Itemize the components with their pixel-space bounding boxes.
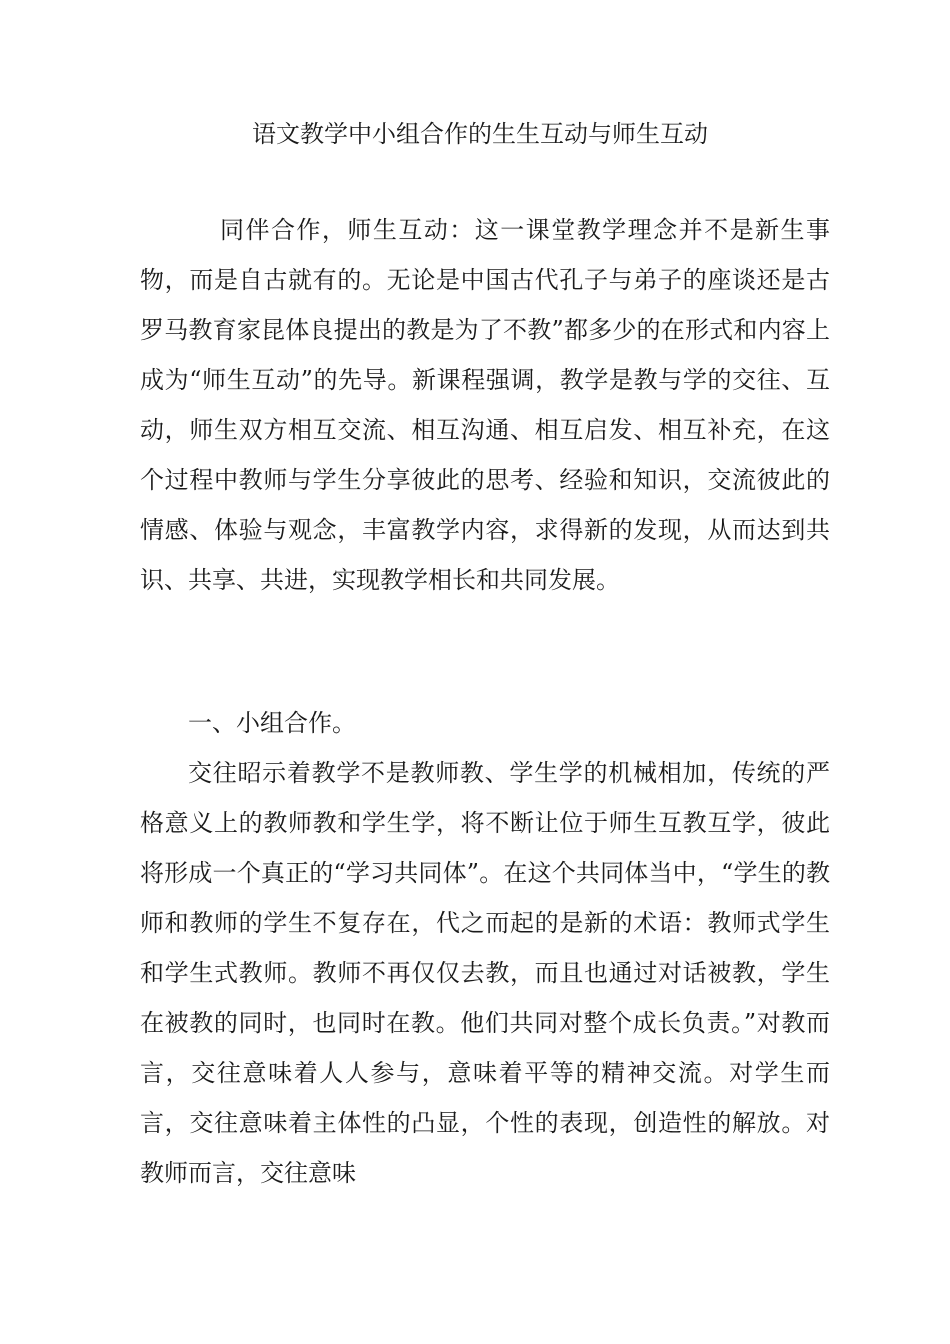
section-heading: 一、小组合作。 — [188, 709, 356, 737]
paragraph-intro: 同伴合作，师生互动：这一课堂教学理念并不是新生事物，而是自古就有的。无论是中国古代孔子与弟子的座谈还是古罗马教育家昆体良提出的教是为了不教”都多少的在形式和内容上成为“师生互动”的先导。新课程强调，教学是教与学的交往、互动，师生双方相互交流、相互沟通、相互启发、相互补充，在这个过程中教师与学生分享彼此的思考、经验和知识，交流彼此的情感、体验与观念，丰富教学内容，求得新的发现，从而达到共识、共享、共进，实现教学相长和共同发展。 — [140, 216, 830, 594]
paragraph-group-cooperation: 交往昭示着教学不是教师教、学生学的机械相加，传统的严格意义上的教师教和学生学，将不断让位于师生互教互学，彼此将形成一个真正的“学习共同体”。在这个共同体当中，“学生的教师和教师的学生不复存在，代之而起的是新的术语：教师式学生和学生式教师。教师不再仅仅去教，而且也通过对话被教，学生在被教的同时，也同时在教。他们共同对整个成长负责。”对教而言，交往意味着人人参与，意味着平等的精神交流。对学生而言，交往意味着主体性的凸显，个性的表现，创造性的解放。对教师而言，交往意味 — [140, 759, 830, 1187]
document-title: 语文教学中小组合作的生生互动与师生互动 — [252, 120, 708, 148]
